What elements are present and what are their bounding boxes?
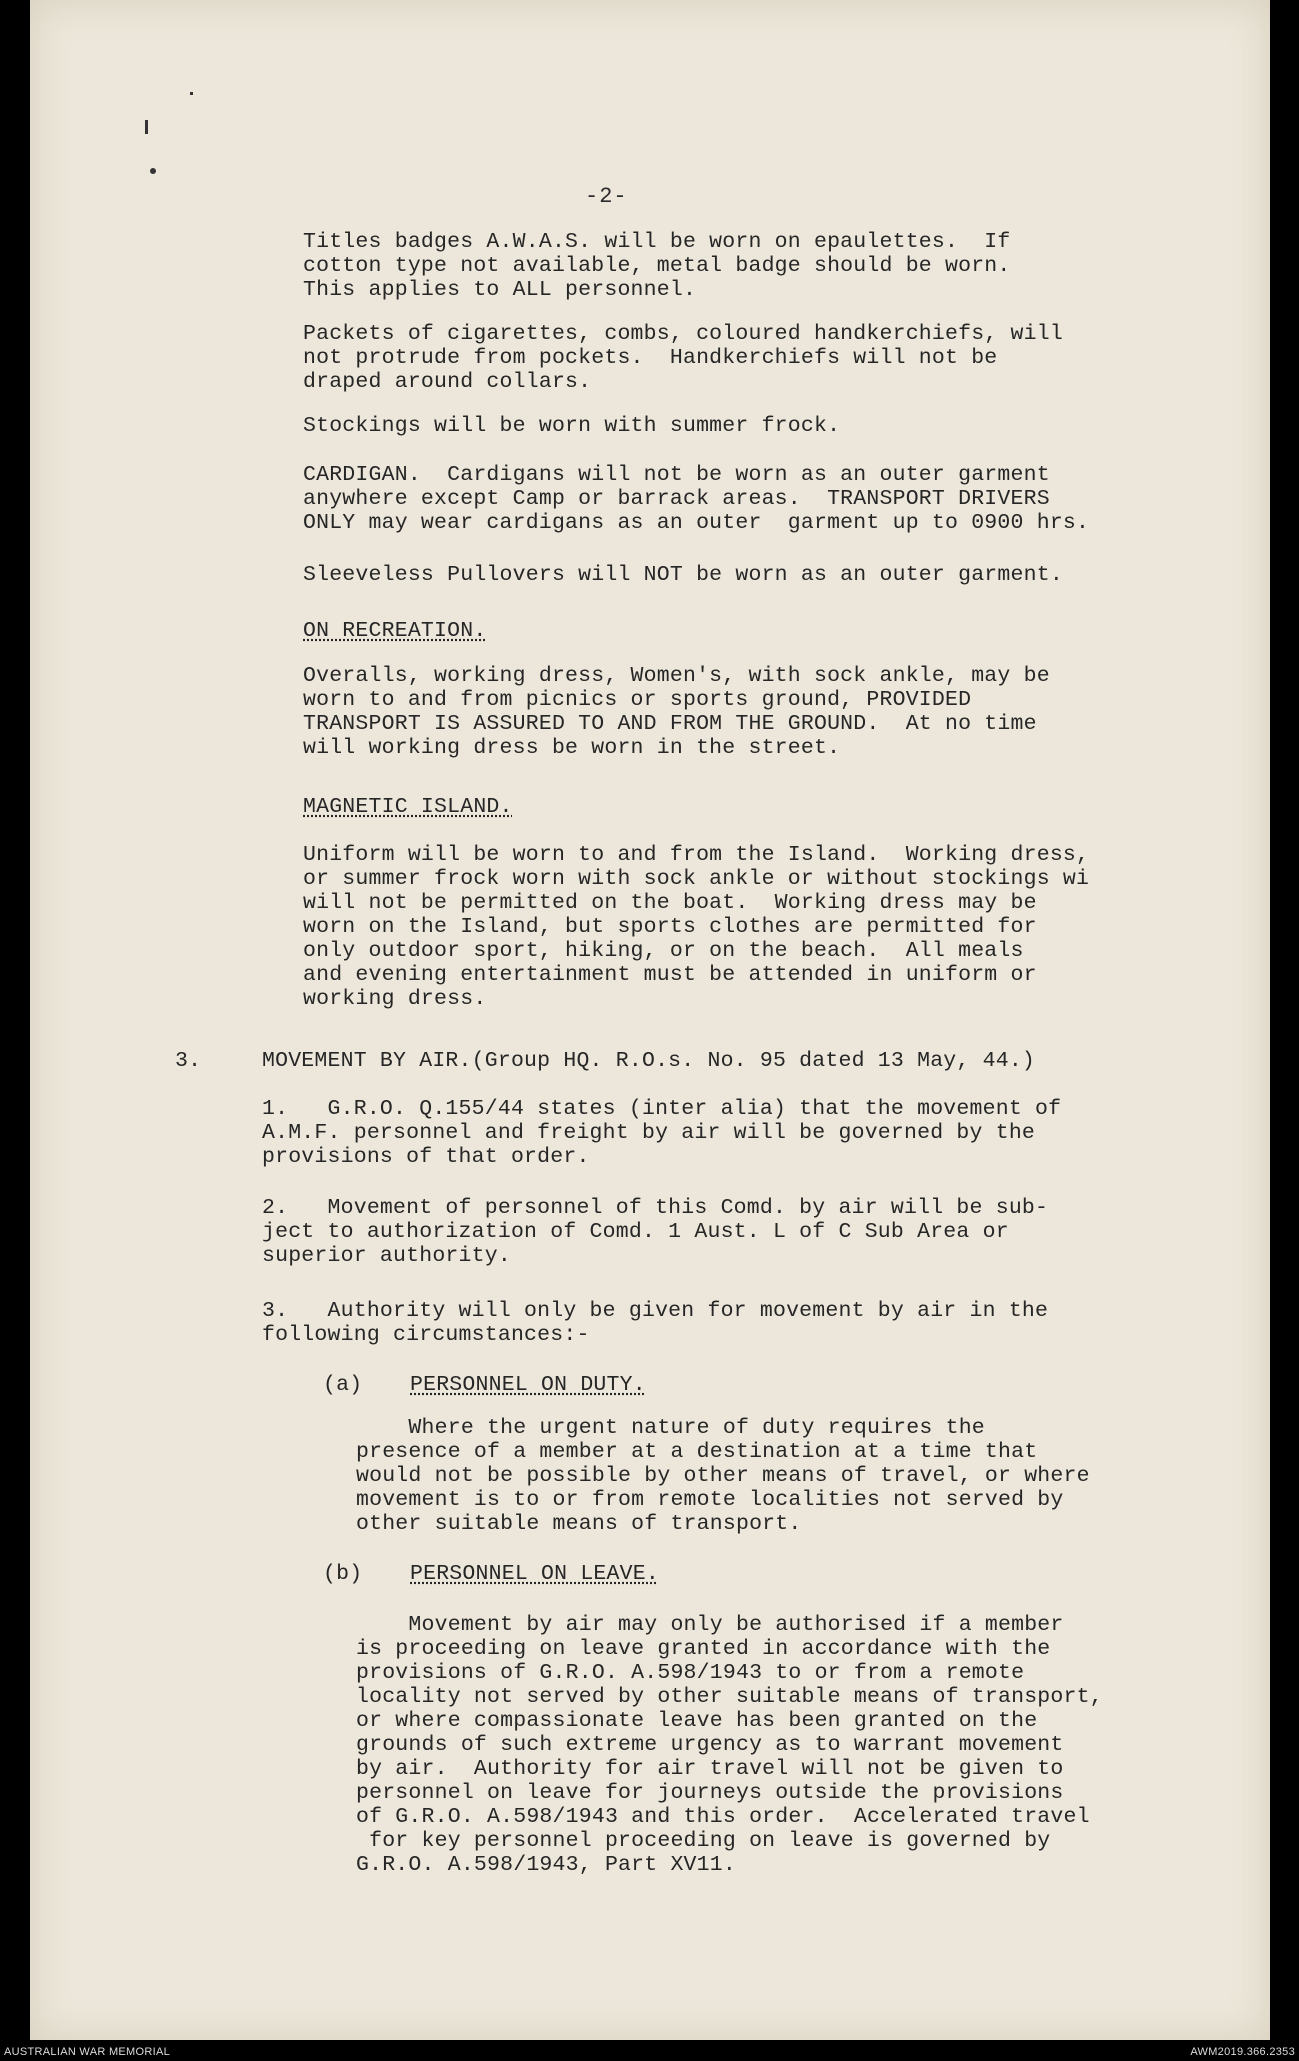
- titles-paragraph: Titles badges A.W.A.S. will be worn on epaulettes. If cotton type not available, metal badge should be worn. This applies to ALL personnel.: [303, 230, 1011, 302]
- paragraph-2: 2. Movement of personnel of this Comd. by air will be sub- ject to authorization of Comd. 1 Aust. L of C Sub Area or superior authority.: [262, 1196, 1049, 1268]
- punch-mark-1: [145, 120, 148, 134]
- sub-a-paragraph: Where the urgent nature of duty requires the presence of a member at a destination at a time that would not be possible by other means of travel, or where movement is to or from remote localities not served by other suitable means of transport.: [356, 1416, 1090, 1536]
- sub-b-paragraph: Movement by air may only be authorised if a member is proceeding on leave granted in accordance with the provisions of G.R.O. A.598/1943 to or from a remote locality not served by other suitable means of transport, or where compassionate leave has been granted on the grounds of such extreme urgency as to warrant movement by air. Authority for air travel will not be given to personnel on leave for journeys outside the provisions of G.R.O. A.598/1943 and this order. Accelerated travel for key personnel proceeding on leave is governed by G.R.O. A.598/1943, Part XV11.: [356, 1613, 1103, 1877]
- sub-a-heading: PERSONNEL ON DUTY.: [410, 1373, 646, 1397]
- magnetic-island-heading: MAGNETIC ISLAND.: [303, 795, 513, 819]
- sub-b-heading: PERSONNEL ON LEAVE.: [410, 1562, 659, 1586]
- recreation-heading: ON RECREATION.: [303, 619, 487, 643]
- magnetic-island-paragraph: Uniform will be worn to and from the Island. Working dress, or summer frock worn with sock ankle or without stockings wi will not be permitted on the boat. Working dress may be worn on the Island, but sports clothes are permitted for only outdoor sport, hiking, or on the beach. All meals and evening entertainment must be attended in uniform or working dress.: [303, 843, 1090, 1011]
- sub-b-label: (b): [323, 1562, 363, 1586]
- paragraph-3: 3. Authority will only be given for movement by air in the following circumstances:-: [262, 1299, 1049, 1347]
- stockings-paragraph: Stockings will be worn with summer frock.: [303, 414, 841, 438]
- page-number: -2-: [585, 184, 628, 209]
- footer-right: AWM2019.366.2353: [1190, 2046, 1295, 2058]
- pullovers-paragraph: Sleeveless Pullovers will NOT be worn as an outer garment.: [303, 563, 1063, 587]
- punch-mark-2: [150, 168, 156, 174]
- paragraph-1: 1. G.R.O. Q.155/44 states (inter alia) that the movement of A.M.F. personnel and freight by air will be governed by the provisions of that order.: [262, 1097, 1062, 1169]
- section-3-number: 3.: [175, 1049, 202, 1073]
- recreation-paragraph: Overalls, working dress, Women's, with sock ankle, may be worn to and from picnics or sports ground, PROVIDED TRANSPORT IS ASSURED TO AND FROM THE GROUND. At no time will working dress be worn in the street.: [303, 664, 1050, 760]
- pockets-paragraph: Packets of cigarettes, combs, coloured handkerchiefs, will not protrude from pockets. Handkerchiefs will not be draped around collars.: [303, 322, 1063, 394]
- section-3-heading: MOVEMENT BY AIR.(Group HQ. R.O.s. No. 95 dated 13 May, 44.): [262, 1049, 1036, 1073]
- punch-mark-3: [190, 92, 193, 95]
- cardigan-paragraph: CARDIGAN. Cardigans will not be worn as an outer garment anywhere except Camp or barrack areas. TRANSPORT DRIVERS ONLY may wear cardigans as an outer garment up to 0900 hrs.: [303, 463, 1090, 535]
- sub-a-label: (a): [323, 1373, 363, 1397]
- footer-left: AUSTRALIAN WAR MEMORIAL: [4, 2046, 171, 2058]
